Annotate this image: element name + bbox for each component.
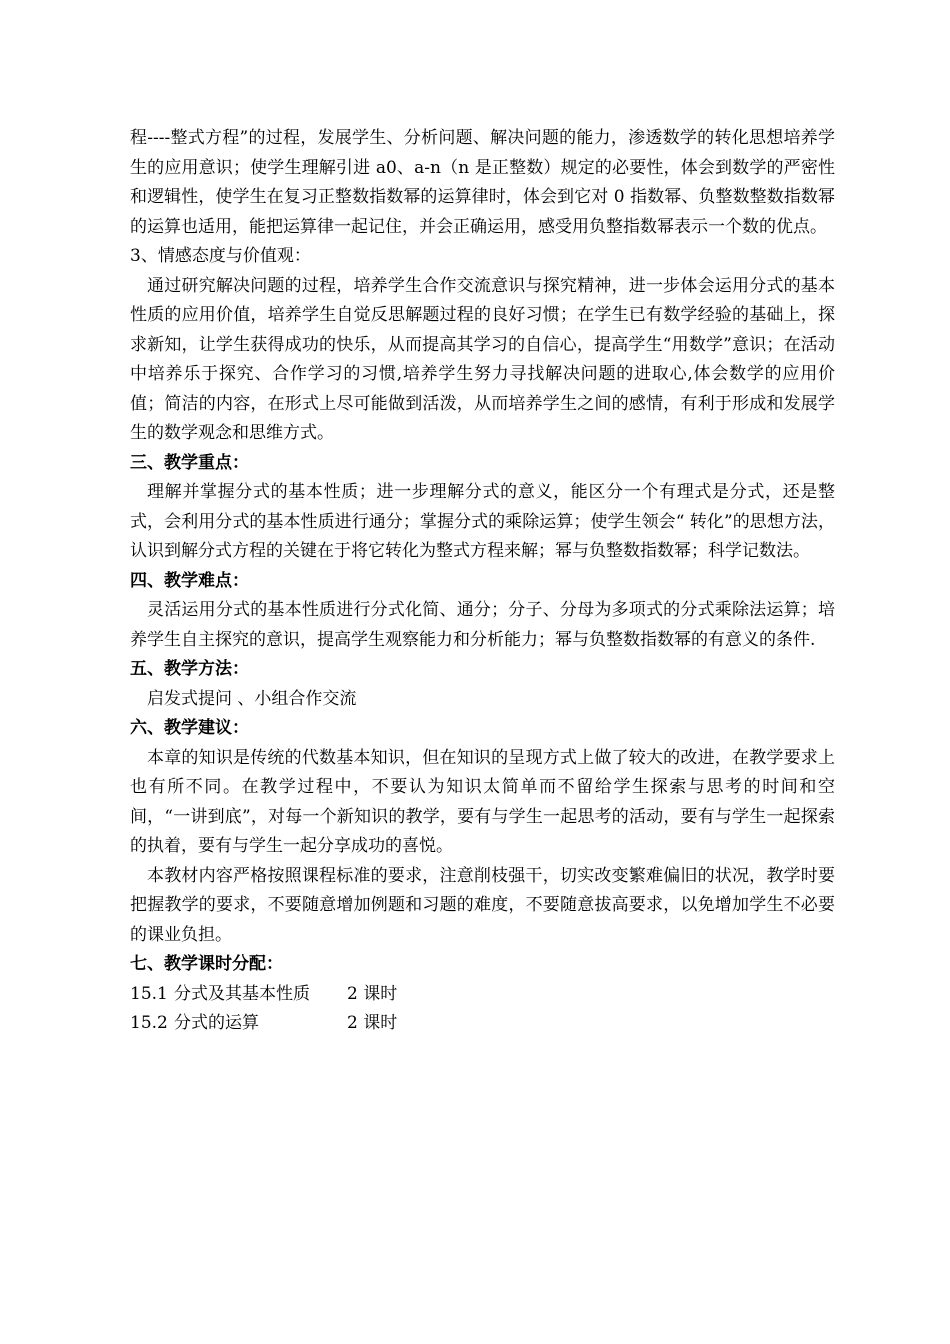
key-points-paragraph: 理解并掌握分式的基本性质；进一步理解分式的意义，能区分一个有理式是分式，还是整式，会利用分式的基本性质进行通分；掌握分式的乘除运算；使学生领会“ 转化”的思想方法，认识到解分式方程的关键在于将它转化为整式方程来解；幂与负整数指数幂；科学记数法。 — [130, 482, 835, 561]
attitude-paragraph: 通过研究解决问题的过程，培养学生合作交流意识与探究精神，进一步体会运用分式的基本性质的应用价值，培养学生自觉反思解题过程的良好习惯；在学生已有数学经验的基础上，探求新知，让学生获得成功的快乐，从而提高其学习的自信心，提高学生“用数学”意识；在活动中培养乐于探究、合作学习的习惯,培养学生努力寻找解决问题的进取心,体会数学的应用价值；简洁的内容，在形式上尽可能做到活泼，从而培养学生之间的感情，有利于形成和发展学生的数学观念和思维方式。 — [130, 275, 835, 443]
schedule-lesson-name: 分式及其基本性质 — [174, 983, 310, 1004]
objective-paragraph: 程----整式方程”的过程，发展学生、分析问题、解决问题的能力，渗透数学的转化思想培养学生的应用意识；使学生理解引进 a0、a-n（n 是正整数）规定的必要性，体会到数学的严密性和逻辑性，使学生在复习正整数指数幂的运算律时，体会到它对 0 指数幂、负整数整数指数幂的运算也适用，能把运算律一起记住，并会正确运用，感受用负整指数幂表示一个数的优点。 — [130, 128, 835, 237]
methods-paragraph: 启发式提问 、小组合作交流 — [147, 688, 357, 709]
suggestions-paragraph-1: 本章的知识是传统的代数基本知识，但在知识的呈现方式上做了较大的改进，在教学要求上也有所不同。在教学过程中，不要认为知识太简单而不留给学生探索与思考的时间和空间，“一讲到底”，对每一个新知识的教学，要有与学生一起思考的活动，要有与学生一起探索的执着，要有与学生一起分享成功的喜悦。 — [130, 747, 835, 856]
schedule-hours: 2 课时 — [347, 983, 398, 1004]
difficulties-heading: 四、教学难点： — [130, 570, 249, 591]
difficulties-paragraph: 灵活运用分式的基本性质进行分式化简、通分；分子、分母为多项式的分式乘除法运算；培养学生自主探究的意识，提高学生观察能力和分析能力；幂与负整数指数幂的有意义的条件. — [130, 600, 835, 650]
attitude-heading: 3、情感态度与价值观： — [130, 246, 311, 266]
suggestions-paragraph-2: 本教材内容严格按照课程标准的要求，注意削枝强干，切实改变繁难偏旧的状况，教学时要把握教学的要求，不要随意增加例题和习题的难度，不要随意拔高要求，以免增加学生不必要的课业负担。 — [130, 865, 835, 945]
schedule-row — [130, 1009, 835, 1039]
document-page — [130, 124, 835, 1039]
key-points-heading: 三、教学重点： — [130, 452, 249, 473]
schedule-lesson-name: 分式的运算 — [174, 1013, 259, 1033]
schedule-number: 15.1 — [130, 983, 168, 1004]
methods-heading: 五、教学方法： — [130, 659, 249, 679]
suggestions-heading: 六、教学建议： — [130, 718, 249, 738]
schedule-row — [130, 980, 835, 1010]
schedule-hours: 2 课时 — [347, 1013, 398, 1033]
schedule-number: 15.2 — [130, 1013, 168, 1033]
schedule-heading: 七、教学课时分配： — [130, 954, 283, 974]
